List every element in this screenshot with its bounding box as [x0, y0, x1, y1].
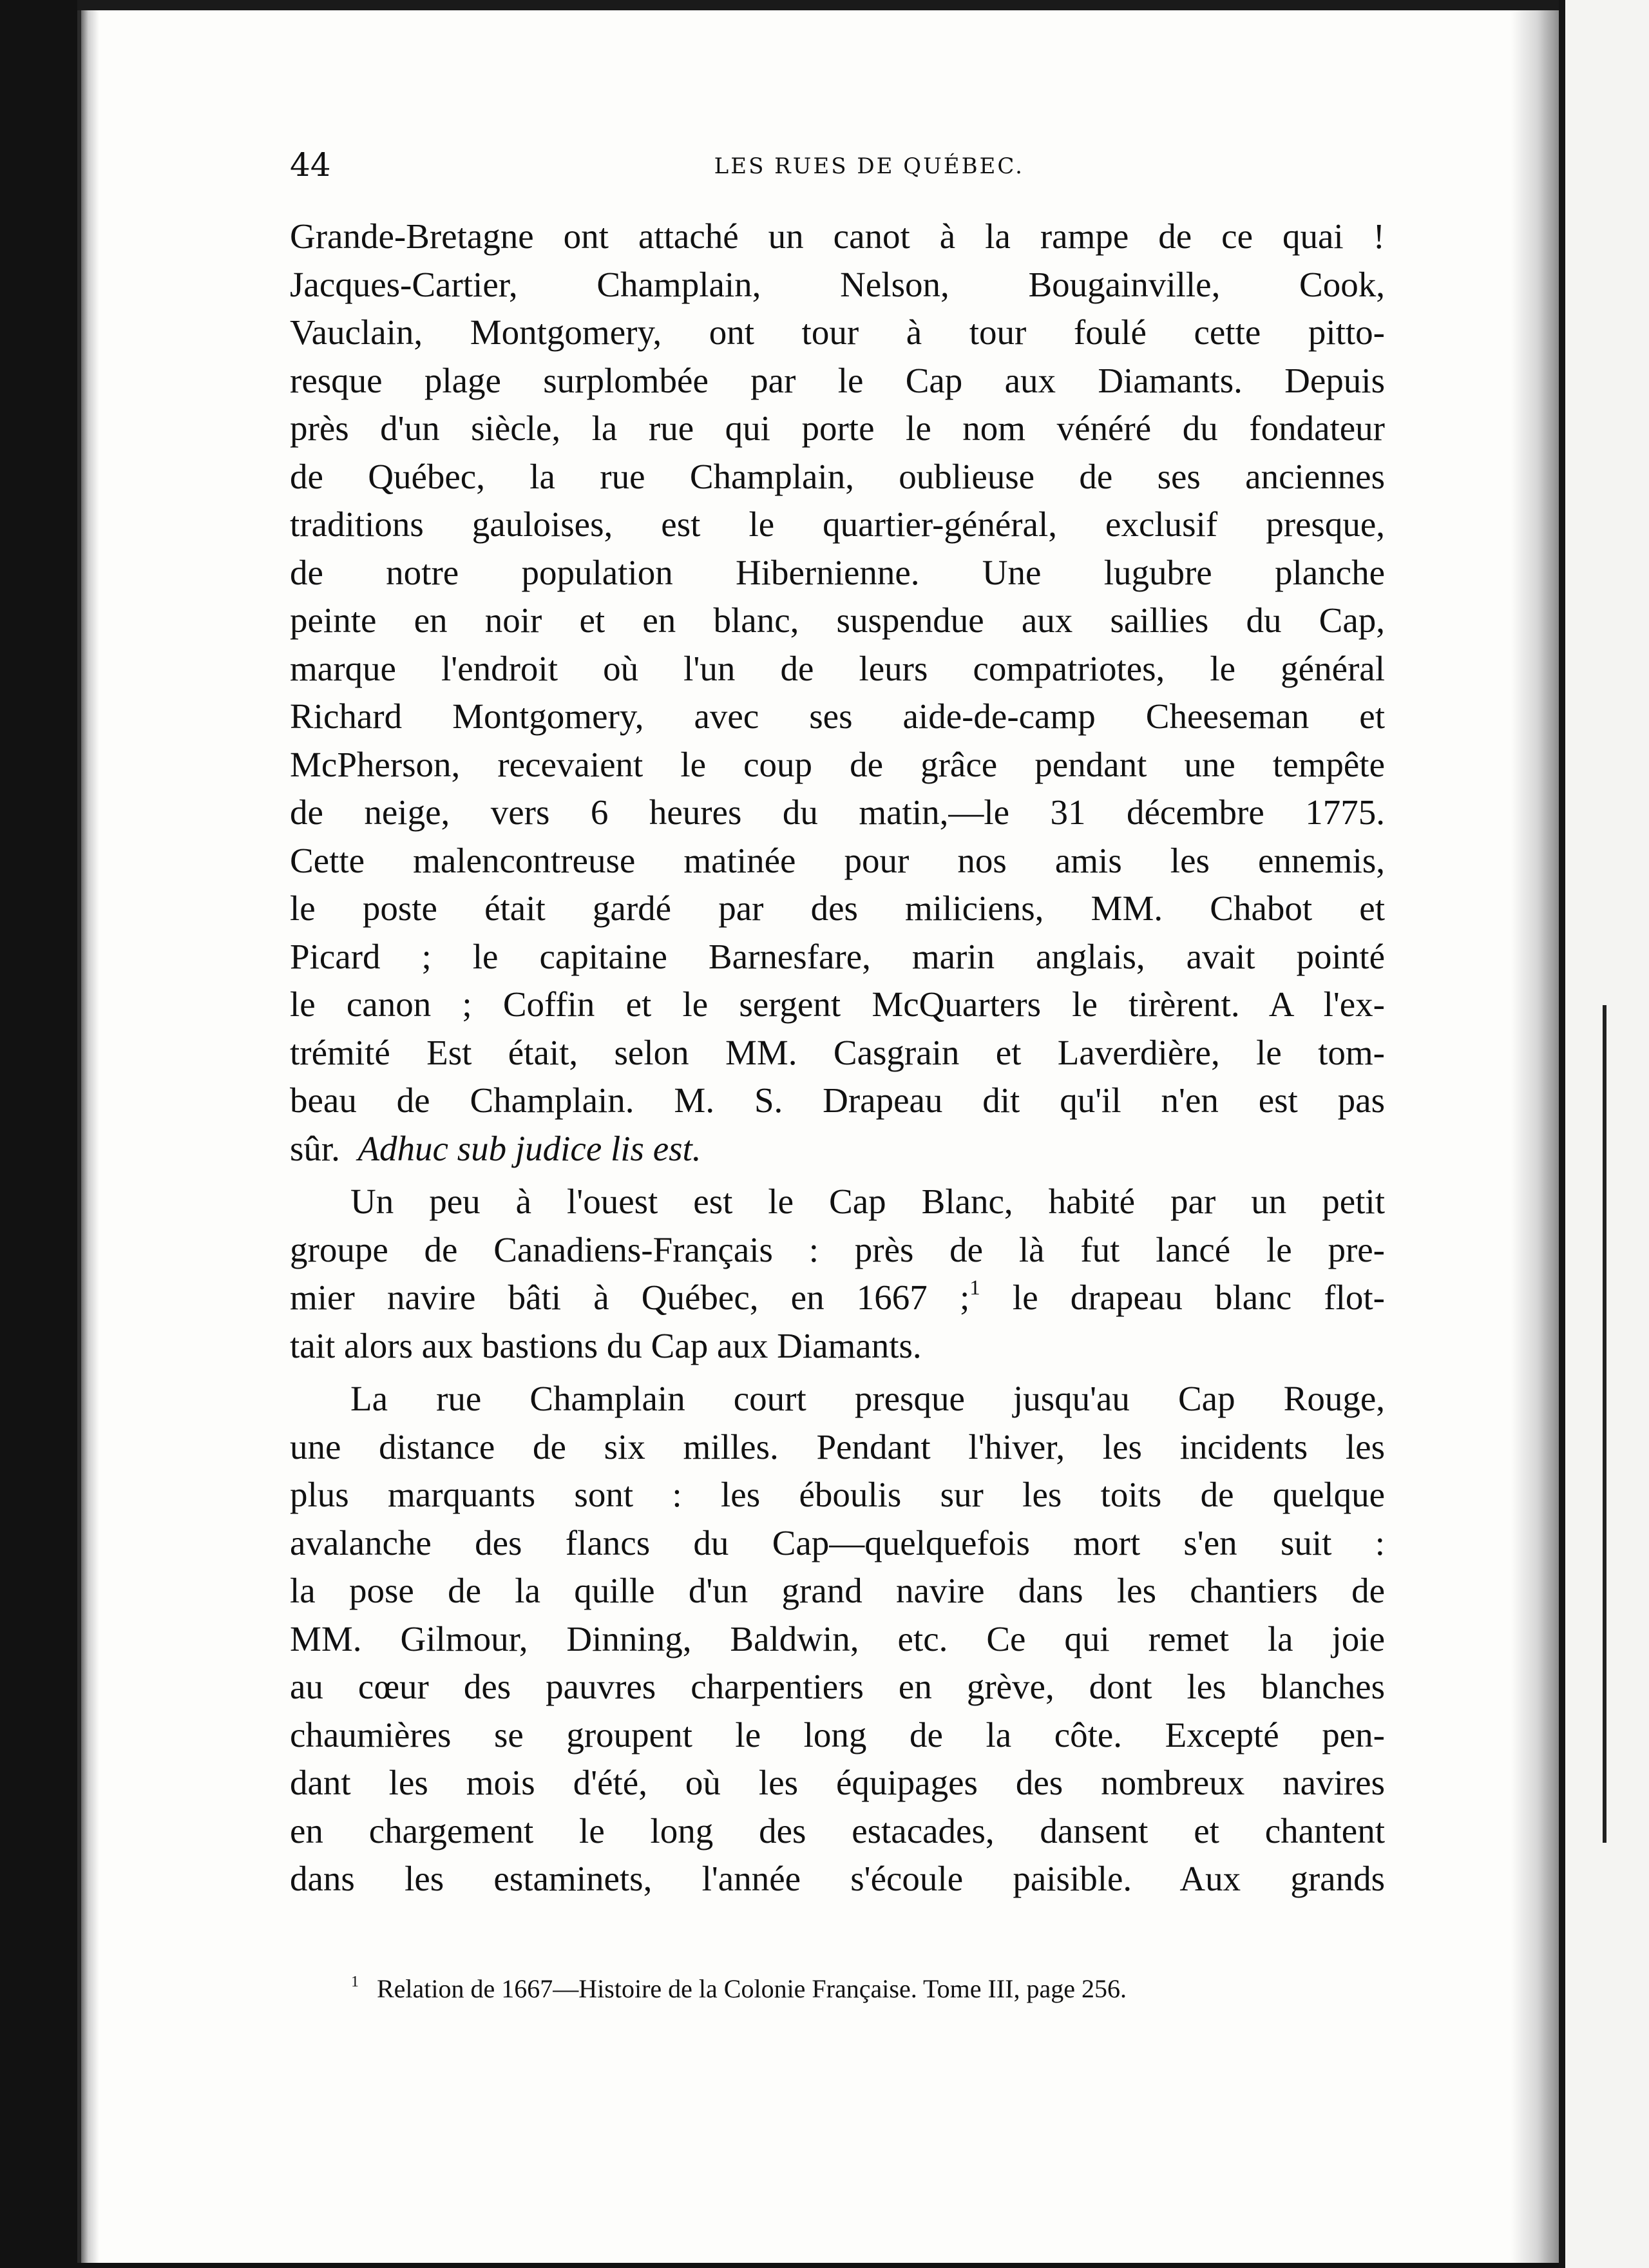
text-line: marque l'endroit où l'un de leurs compatriotes, le général	[290, 648, 1385, 688]
text-line-with-note	[290, 1274, 1385, 1322]
body-text	[290, 213, 1385, 1903]
text-line: resque plage surplombée par le Cap aux Diamants. Depuis	[290, 360, 1385, 400]
text-line: traditions gauloises, est le quartier-général, exclusif presque,	[290, 505, 1385, 544]
text-line-last: tait alors aux bastions du Cap aux Diamants.	[290, 1325, 922, 1365]
adjacent-page-mark	[1603, 1005, 1606, 1843]
text-line: Grande-Bretagne ont attaché un canot à la rampe de ce quai !	[290, 216, 1385, 256]
text-line-last	[290, 1125, 1385, 1173]
footnote-text: Relation de 1667—Histoire de la Colonie Française. Tome III, page 256.	[377, 1974, 1127, 2003]
text-line: Un peu à l'ouest est le Cap Blanc, habité par un petit	[350, 1182, 1385, 1221]
text-line: Cette malencontreuse matinée pour nos amis les ennemis,	[290, 840, 1385, 880]
text-fragment: le drapeau blanc flot-	[980, 1278, 1385, 1317]
text-line: de neige, vers 6 heures du matin,—le 31 décembre 1775.	[290, 793, 1385, 832]
text-line: McPherson, recevaient le coup de grâce pendant une tempête	[290, 744, 1385, 784]
text-fragment: sûr.	[290, 1128, 340, 1168]
text-line: trémité Est était, selon MM. Casgrain et Laverdière, le tom-	[290, 1032, 1385, 1072]
text-fragment: mier navire bâti à Québec, en 1667 ;	[290, 1278, 970, 1317]
text-line: avalanche des flancs du Cap—quelquefois mort s'en suit :	[290, 1523, 1385, 1562]
text-line: dant les mois d'été, où les équipages des nombreux navires	[290, 1763, 1385, 1802]
text-line: au cœur des pauvres charpentiers en grève, dont les blanches	[290, 1667, 1385, 1706]
text-line: groupe de Canadiens-Français : près de là fut lancé le pre-	[290, 1229, 1385, 1269]
text-line: près d'un siècle, la rue qui porte le nom vénéré du fondateur	[290, 408, 1385, 448]
running-header	[290, 147, 1024, 183]
text-line: chaumières se groupent le long de la côte. Excepté pen-	[290, 1715, 1385, 1754]
footnote-reference[interactable]: 1	[969, 1276, 980, 1300]
text-line: Jacques-Cartier, Champlain, Nelson, Bougainville, Cook,	[290, 264, 1385, 304]
text-line: Vauclain, Montgomery, ont tour à tour foulé cette pitto-	[290, 312, 1385, 352]
footnote: $^1$ Relation de 1667—Histoire de la Colonie Française. Tome III, page 256.	[351, 1974, 1127, 2003]
text-line: le poste était gardé par des miliciens, MM. Chabot et	[290, 889, 1385, 928]
text-line: Richard Montgomery, avec ses aide-de-camp Cheeseman et	[290, 697, 1385, 736]
text-line: de notre population Hibernienne. Une lugubre planche	[290, 552, 1385, 592]
text-line: Picard ; le capitaine Barnesfare, marin anglais, avait pointé	[290, 936, 1385, 976]
text-line: en chargement le long des estacades, dansent et chantent	[290, 1811, 1385, 1850]
text-line: de Québec, la rue Champlain, oublieuse de ses anciennes	[290, 456, 1385, 496]
running-title: LES RUES DE QUÉBEC.	[714, 153, 1024, 179]
page-edge-shadow	[1511, 10, 1559, 2263]
text-line: plus marquants sont : les éboulis sur les toits de quelque	[290, 1475, 1385, 1514]
latin-phrase: Adhuc sub judice lis est.	[357, 1128, 701, 1168]
page-gutter-shadow	[81, 10, 99, 2263]
text-line: une distance de six milles. Pendant l'hiver, les incidents les	[290, 1427, 1385, 1466]
page-number: 44	[290, 146, 331, 184]
text-line: beau de Champlain. M. S. Drapeau dit qu'il n'en est pas	[290, 1081, 1385, 1120]
text-line: peinte en noir et en blanc, suspendue aux saillies du Cap,	[290, 601, 1385, 640]
text-line: la pose de la quille d'un grand navire dans les chantiers de	[290, 1571, 1385, 1610]
adjacent-page-strip	[1559, 0, 1649, 2268]
text-line: MM. Gilmour, Dinning, Baldwin, etc. Ce qui remet la joie	[290, 1619, 1385, 1658]
text-line: dans les estaminets, l'année s'écoule paisible. Aux grands	[290, 1859, 1385, 1898]
text-line: le canon ; Coffin et le sergent McQuarters le tirèrent. A l'ex-	[290, 985, 1385, 1024]
text-line: La rue Champlain court presque jusqu'au Cap Rouge,	[350, 1379, 1385, 1418]
